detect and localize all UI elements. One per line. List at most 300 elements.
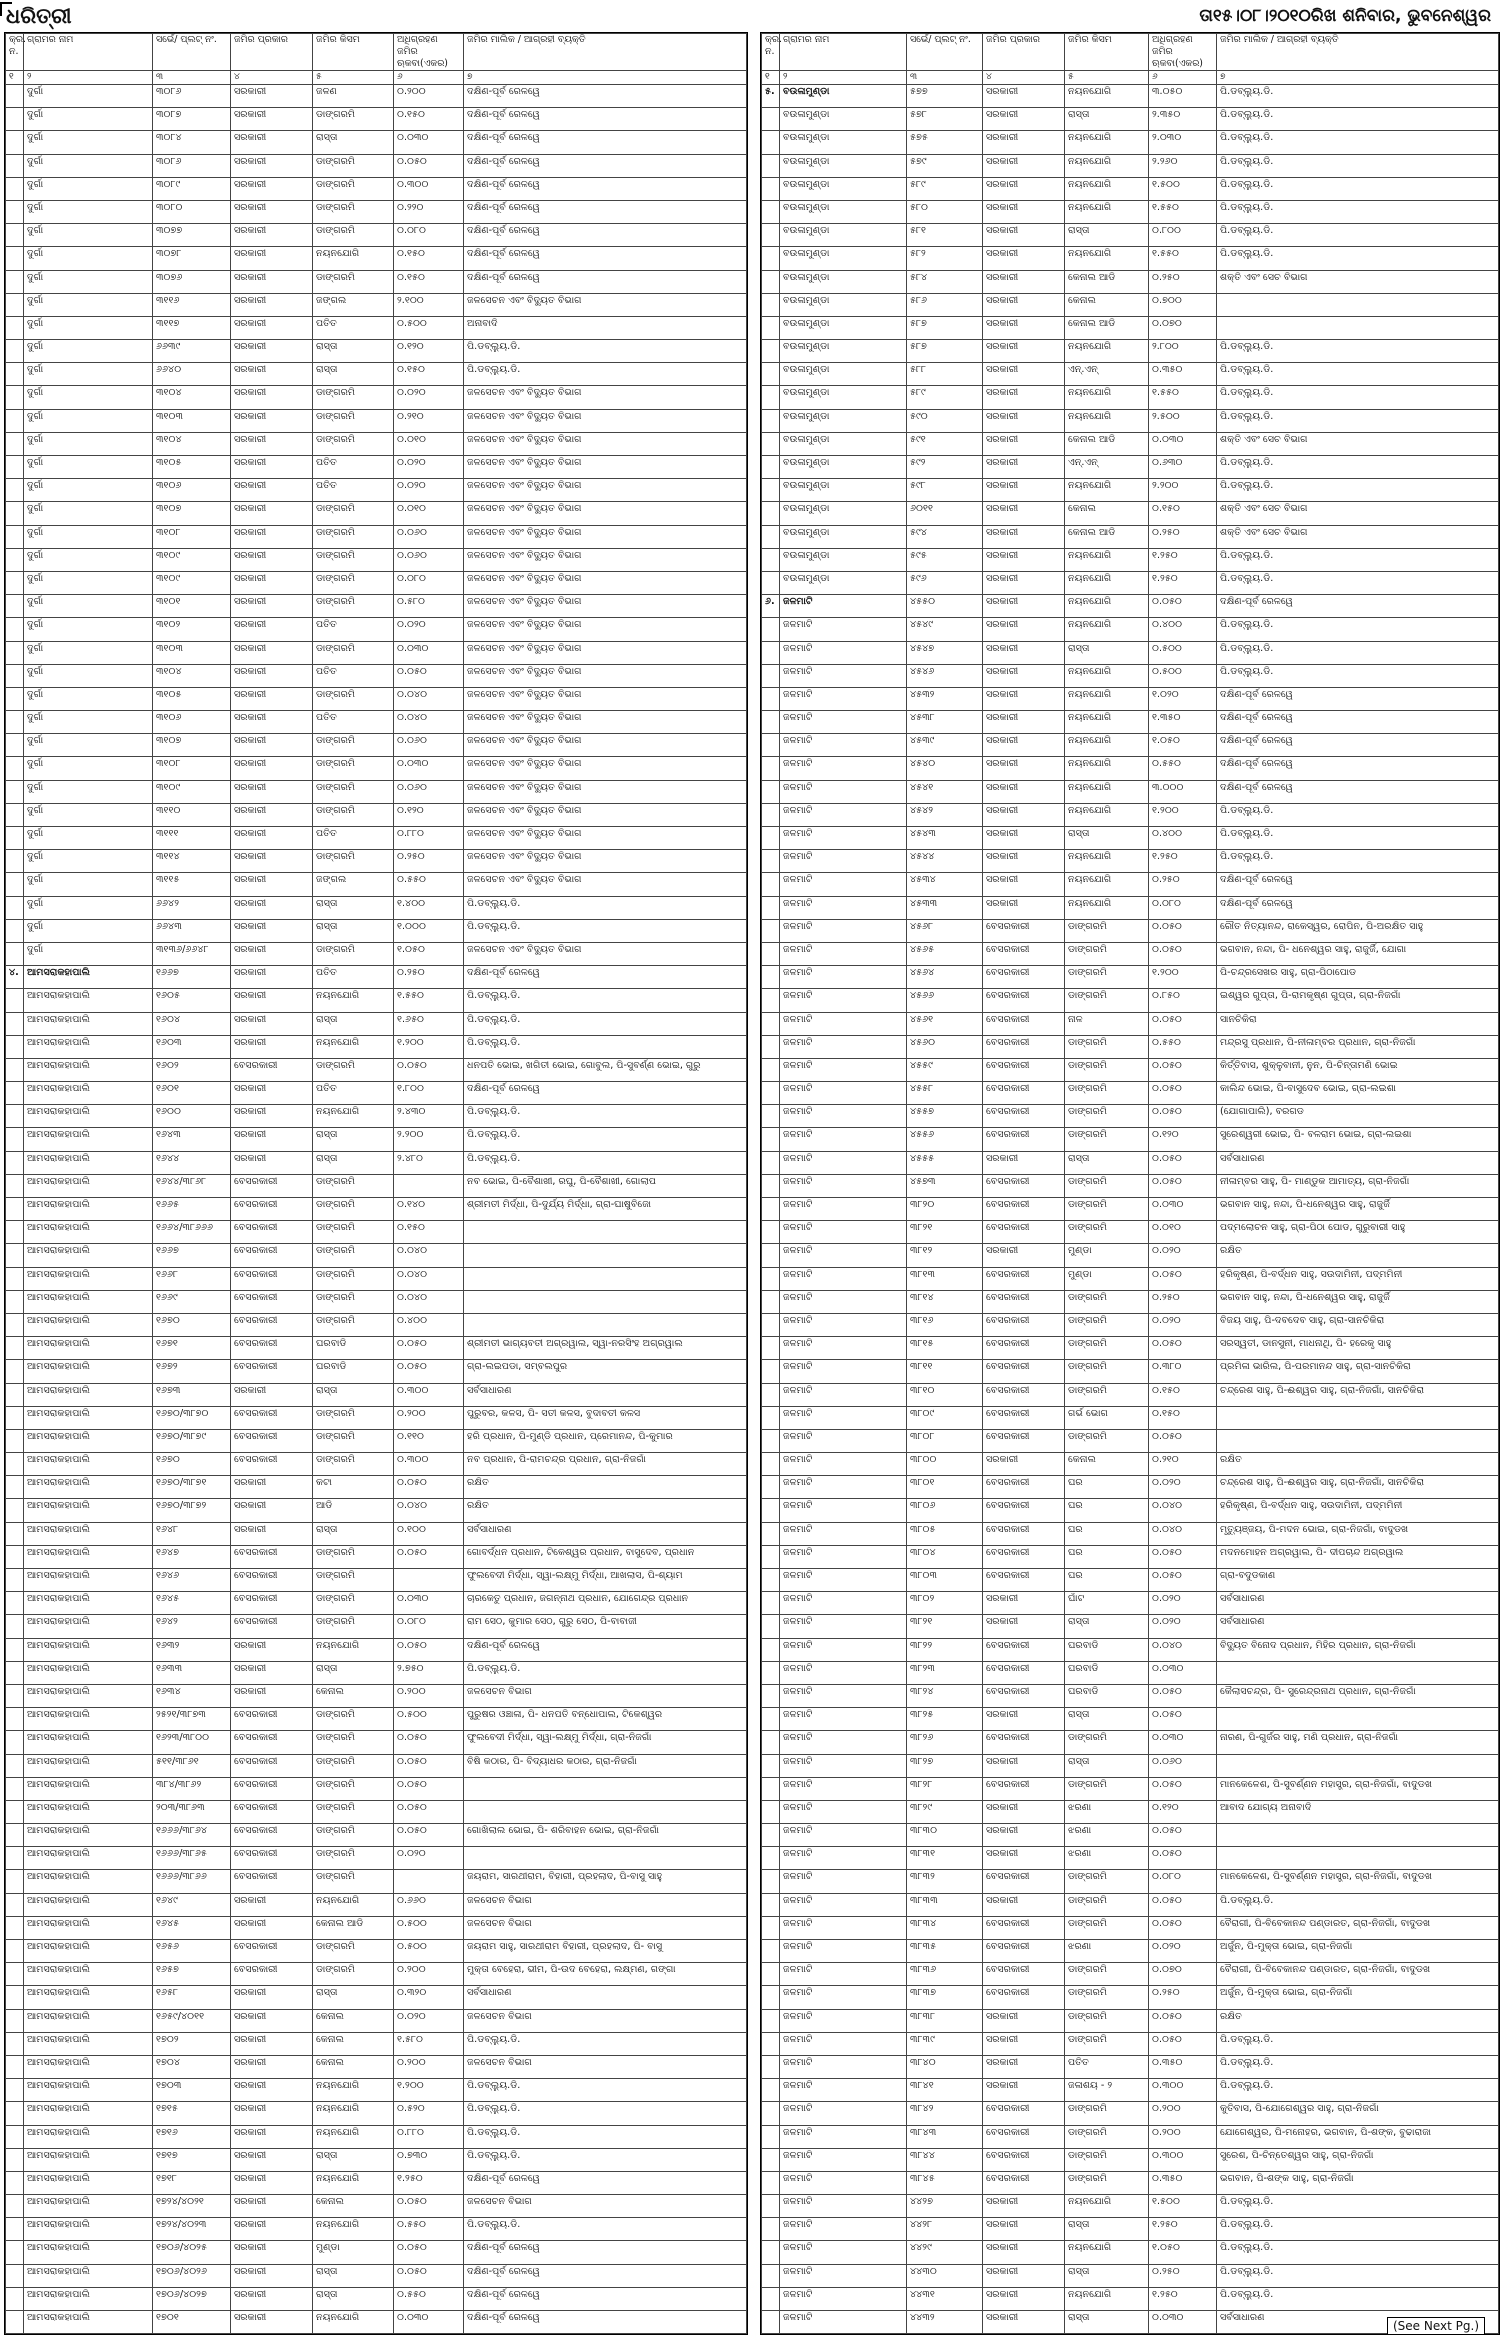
- cell-land-type: ସରକାରୀ: [983, 873, 1065, 896]
- cell-land-type: ସରକାରୀ: [983, 386, 1065, 409]
- cell-land-type: ବେସରକାରୀ: [231, 1592, 313, 1615]
- header-area: ଅଧିଗ୍ରହଣ ଜମିର ଋକବା(ଏକର): [394, 34, 464, 71]
- cell-land-class: ଡାଙ୍ଗରମି: [313, 595, 394, 618]
- cell-land-type: ସରକାରୀ: [231, 2195, 313, 2218]
- cell-land-class: ଡାଙ୍ଗରମି: [313, 1174, 394, 1197]
- cell-land-class: କେନାଲ ଆଡି: [1065, 270, 1149, 293]
- cell-village: ଦୁର୍ଗା: [24, 456, 153, 479]
- cell-village: ଆମସରାକହାପାଲି: [24, 1545, 153, 1568]
- cell-owner: ଭଗବାନ, ପି-ଶଙ୍କ ସାହୁ, ଗ୍ରା-ନିଜଗାଁ: [1217, 2171, 1499, 2194]
- cell-serial: [6, 989, 24, 1012]
- cell-village: ଜଳମାଟି: [780, 1453, 907, 1476]
- cell-serial: [762, 1035, 780, 1058]
- cell-owner: ଜଳସେଚନ ଏବଂ ବିଦ୍ୟୁତ ବିଭାଗ: [464, 432, 747, 455]
- table-row: [6, 757, 747, 780]
- cell-plot-no: ୩୮୨୬: [907, 1731, 983, 1754]
- cell-owner: ପି.ଡବ୍ଲ୍ୟୁ.ଡି.: [1217, 200, 1499, 223]
- cell-serial: [6, 1569, 24, 1592]
- cell-owner: ଦକ୍ଷିଣ-ପୂର୍ବ ରେଳୱେ: [464, 2264, 747, 2287]
- cell-area: ୦.୧୨୦: [1149, 1800, 1217, 1823]
- cell-land-class: ନୟନଯୋଗି: [1065, 85, 1149, 108]
- cell-area: ୧.୦୫୦: [394, 942, 464, 965]
- cell-serial: [6, 1429, 24, 1452]
- cell-village: ଜଳମାଟି: [780, 1569, 907, 1592]
- cell-serial: [6, 850, 24, 873]
- cell-serial: [6, 224, 24, 247]
- cell-land-class: ଘରବାଡି: [313, 1337, 394, 1360]
- cell-area: ୦.୨୦୦: [1149, 2102, 1217, 2125]
- cell-land-class: ରାସ୍ତା: [1065, 641, 1149, 664]
- cell-land-type: ବେସରକାରୀ: [231, 1453, 313, 1476]
- cell-land-type: ସରକାରୀ: [983, 1800, 1065, 1823]
- cell-serial: [762, 224, 780, 247]
- table-row: [762, 1012, 1499, 1035]
- cell-land-type: ସରକାରୀ: [231, 1916, 313, 1939]
- cell-owner: ସର୍ବସାଧାରଣ: [464, 1383, 747, 1406]
- cell-owner: ରୌତ ନିତ୍ୟାନନ୍ଦ, ରାକେସ୍ୱର, ରୋପିନ, ପି-ଅରକ୍ଷିତ ସାହୁ: [1217, 919, 1499, 942]
- cell-owner: ବିଦ୍ୟୁତ ବିନୋଦ ପ୍ରଧାନ, ମିହିର ପ୍ରଧାନ, ଗ୍ରା-ନିଜଗାଁ: [1217, 1638, 1499, 1661]
- cell-land-class: କେନାଲ ଆଡି: [1065, 525, 1149, 548]
- table-row: [762, 1986, 1499, 2009]
- cell-land-type: ସରକାରୀ: [231, 571, 313, 594]
- cell-plot-no: ୩୧୩୬/୬୬୪୮: [153, 942, 231, 965]
- table-row: [762, 757, 1499, 780]
- cell-land-type: ସରକାରୀ: [231, 85, 313, 108]
- table-row: [6, 1244, 747, 1267]
- cell-serial: [762, 2287, 780, 2310]
- cell-plot-no: ୩୦୮୬: [153, 154, 231, 177]
- cell-area: ୦.୦୫୦: [394, 2241, 464, 2264]
- cell-owner: ସରସ୍ୱତୀ, ଡାନସୁନୀ, ମାଧନାଥି, ପି- ହରେକୃ ସାହୁ: [1217, 1337, 1499, 1360]
- cell-serial: [762, 757, 780, 780]
- cell-serial: [6, 2311, 24, 2334]
- cell-land-class: ନୟନଯୋଗି: [313, 2218, 394, 2241]
- cell-land-type: ସରକାରୀ: [231, 1035, 313, 1058]
- cell-serial: [762, 1684, 780, 1707]
- cell-area: ୦.୨୦୦: [1149, 2125, 1217, 2148]
- cell-area: ୦.୧୨୦: [1149, 1128, 1217, 1151]
- cell-land-type: ବେସରକାରୀ: [983, 1174, 1065, 1197]
- cell-land-class: ଡାଙ୍ଗରମି: [313, 1406, 394, 1429]
- cell-plot-no: ୩୦୮୭: [153, 108, 231, 131]
- cell-land-type: ବେସରକାରୀ: [983, 1406, 1065, 1429]
- cell-area: ୦.୦୫୦: [1149, 1174, 1217, 1197]
- cell-village: ଆମସରାକହାପାଲି: [24, 2241, 153, 2264]
- cell-land-class: କଟା: [313, 1476, 394, 1499]
- cell-serial: [6, 2148, 24, 2171]
- cell-village: ଦୁର୍ଗା: [24, 873, 153, 896]
- cell-plot-no: ୫୯୦: [907, 409, 983, 432]
- cell-village: ଆମସରାକହାପାଲି: [24, 1035, 153, 1058]
- cell-land-class: ନୟନଯୋଗି: [1065, 340, 1149, 363]
- cell-owner: ସୁରେଶ୍ୱରୀ ଭୋଇ, ପି- ବଳରାମ ଭୋଇ, ଗ୍ରା-ଲଇଶା: [1217, 1128, 1499, 1151]
- table-row: [6, 1105, 747, 1128]
- cell-serial: [762, 177, 780, 200]
- table-row: [6, 2195, 747, 2218]
- cell-land-type: ସରକାରୀ: [231, 1383, 313, 1406]
- cell-owner: ପି.ଡବ୍ଲ୍ୟୁ.ଡି.: [464, 2218, 747, 2241]
- cell-village: ଦୁର୍ଗା: [24, 270, 153, 293]
- cell-plot-no: ୧୬୬୭: [153, 1244, 231, 1267]
- cell-owner: ଜଳସେଚନ ଏବଂ ବିଦ୍ୟୁତ ବିଭାଗ: [464, 571, 747, 594]
- cell-plot-no: ୩୮୨୯: [907, 1800, 983, 1823]
- cell-owner: ପି.ଡବ୍ଲ୍ୟୁ.ଡି.: [1217, 850, 1499, 873]
- cell-land-type: ସରକାରୀ: [231, 711, 313, 734]
- cell-plot-no: ୪୫୪୦: [907, 757, 983, 780]
- cell-area: ୦.୨୫୦: [1149, 270, 1217, 293]
- cell-serial: [6, 2171, 24, 2194]
- cell-village: ଆମସରାକହାପାଲି: [24, 1731, 153, 1754]
- cell-owner: ଦକ୍ଷିଣ-ପୂର୍ବ ରେଳୱେ: [1217, 873, 1499, 896]
- cell-village: ଜଳମାଟି: [780, 2102, 907, 2125]
- table-row: [762, 108, 1499, 131]
- table-row: [6, 1198, 747, 1221]
- cell-plot-no: ୧୬୦୦: [153, 1105, 231, 1128]
- cell-owner: ସର୍ବସାଧାରଣ: [1217, 1151, 1499, 1174]
- cell-serial: [6, 1105, 24, 1128]
- cell-serial: [762, 2009, 780, 2032]
- cell-land-class: ରାସ୍ତା: [313, 363, 394, 386]
- cell-land-type: ସରକାରୀ: [983, 200, 1065, 223]
- cell-area: ୧.୦୨୦: [1149, 687, 1217, 710]
- cell-serial: [6, 1545, 24, 1568]
- cell-owner: ସୁରେଶ, ପି-ଚିନ୍ତେଶ୍ୱର ସାହୁ, ଗ୍ରା-ନିଜଗାଁ: [1217, 2148, 1499, 2171]
- cell-village: ଜଳମାଟି: [780, 2148, 907, 2171]
- cell-plot-no: ୧୬୬୯: [153, 1290, 231, 1313]
- table-row: [6, 780, 747, 803]
- table-row: [762, 2148, 1499, 2171]
- cell-serial: [6, 1940, 24, 1963]
- table-row: [6, 2032, 747, 2055]
- cell-land-type: ବେସରକାରୀ: [983, 1569, 1065, 1592]
- cell-area: ୦.୧୫୦: [1149, 1383, 1217, 1406]
- cell-area: ୦.୦୬୦: [394, 734, 464, 757]
- cell-village: ଜଳମାଟି: [780, 1800, 907, 1823]
- cell-area: ୦.୦୫୦: [394, 1476, 464, 1499]
- table-row: [762, 896, 1499, 919]
- cell-plot-no: ୧୬୩୩: [153, 1661, 231, 1684]
- table-row: [762, 525, 1499, 548]
- cell-owner: ବୈରାଗୀ, ପି-ବିବେକାନନ୍ଦ ପଣ୍ଡାରତ, ଗ୍ରା-ନିଜଗାଁ, ବାଦୁଡଖ: [1217, 1916, 1499, 1939]
- cell-land-class: ମୁଣ୍ଡା: [1065, 1267, 1149, 1290]
- cell-area: ୦.୨୫୦: [1149, 1290, 1217, 1313]
- cell-owner: ମୁକ୍ତା ବେହେରା, ଭୀମ, ପି-ଉଦ ବେହେରା, ଲକ୍ଷ୍ମଣ, ଗଙ୍ଗା: [464, 1963, 747, 1986]
- cell-owner: ଦକ୍ଷିଣ-ପୂର୍ବ ରେଳୱେ: [464, 2241, 747, 2264]
- cell-area: ୦.୬୬୦: [394, 1893, 464, 1916]
- cell-plot-no: ୩୮୩୮: [907, 2009, 983, 2032]
- cell-serial: [762, 363, 780, 386]
- table-row: [762, 200, 1499, 223]
- cell-area: ୧.୫୫୦: [1149, 386, 1217, 409]
- cell-serial: [6, 1383, 24, 1406]
- cell-land-type: ବେସରକାରୀ: [231, 1615, 313, 1638]
- cell-village: ଜଳମାଟି: [780, 1499, 907, 1522]
- cell-owner: ଦକ୍ଷିଣ-ପୂର୍ବ ରେଳୱେ: [464, 108, 747, 131]
- table-row: [6, 1592, 747, 1615]
- table-row: [6, 1012, 747, 1035]
- table-row: [6, 1453, 747, 1476]
- cell-area: ୨.୪୩୦: [394, 1105, 464, 1128]
- cell-plot-no: ୩୮୨୪: [907, 1684, 983, 1707]
- cell-owner: ପି.ଡବ୍ଲ୍ୟୁ.ଡି.: [464, 896, 747, 919]
- cell-area: ୦.୫୫୦: [1149, 757, 1217, 780]
- cell-village: ଜଳମାଟି: [780, 1986, 907, 2009]
- cell-serial: [6, 1360, 24, 1383]
- cell-land-class: ନୟନଯୋଗି: [313, 1638, 394, 1661]
- cell-area: ୦.୦୫୦: [394, 2195, 464, 2218]
- cell-serial: [6, 2195, 24, 2218]
- cell-owner: ଚାରକେତୁ ପ୍ରଧାନ, ଜଗନ୍ନାଥ ପ୍ରଧାନ, ଯୋଗେନ୍ଦ୍ର ପ୍ରଧାନ: [464, 1592, 747, 1615]
- cell-land-type: ସରକାରୀ: [231, 2148, 313, 2171]
- cell-plot-no: ୫୯୨: [907, 456, 983, 479]
- table-row: [6, 1267, 747, 1290]
- cell-land-type: ସରକାରୀ: [983, 896, 1065, 919]
- cell-owner: ସାନଚିକିରା: [1217, 1012, 1499, 1035]
- cell-land-class: ପତିତ: [313, 966, 394, 989]
- table-row: [6, 873, 747, 896]
- cell-land-class: ଡାଙ୍ଗରମି: [313, 525, 394, 548]
- cell-land-class: ମୁଣ୍ଡା: [313, 2241, 394, 2264]
- cell-plot-no: ୧୬୬୪/୩୮୬୬୬: [153, 1221, 231, 1244]
- cell-serial: [6, 131, 24, 154]
- cell-serial: [6, 1174, 24, 1197]
- cell-land-class: ଡାଙ୍ଗରମି: [313, 571, 394, 594]
- cell-land-class: ନୟନଯୋଗି: [1065, 247, 1149, 270]
- cell-plot-no: ୫୮୯: [907, 386, 983, 409]
- table-row: [6, 1151, 747, 1174]
- table-row: [6, 1986, 747, 2009]
- cell-land-type: ସରକାରୀ: [231, 734, 313, 757]
- table-row: [6, 2055, 747, 2078]
- table-row: [762, 989, 1499, 1012]
- cell-land-class: ଡାଙ୍ଗରମି: [313, 1731, 394, 1754]
- cell-serial: [762, 919, 780, 942]
- table-row: [762, 224, 1499, 247]
- cell-village: ଦୁର୍ଗା: [24, 363, 153, 386]
- cell-land-class: ଘରବାଡି: [1065, 1661, 1149, 1684]
- cell-land-type: ବେସରକାରୀ: [983, 1940, 1065, 1963]
- cell-serial: [762, 386, 780, 409]
- cell-village: ଦୁର୍ଗା: [24, 293, 153, 316]
- cell-land-class: ନୟନଯୋଗି: [1065, 571, 1149, 594]
- cell-land-type: ସରକାରୀ: [983, 1592, 1065, 1615]
- cell-village: ଜଳମାଟି: [780, 1545, 907, 1568]
- cell-land-type: ସରକାରୀ: [231, 1012, 313, 1035]
- column-number: ୫: [313, 71, 394, 85]
- cell-owner: ଜଳସେଚନ ଏବଂ ବିଦ୍ୟୁତ ବିଭାଗ: [464, 618, 747, 641]
- cell-land-class: ଡାଙ୍ଗରମି: [313, 1847, 394, 1870]
- cell-serial: [6, 711, 24, 734]
- cell-land-type: ସରକାରୀ: [231, 363, 313, 386]
- cell-area: ୦.୦୮୦: [394, 1615, 464, 1638]
- header-village: ଗ୍ରାମର ନାମ: [24, 34, 153, 71]
- cell-area: ୦.୦୫୦: [394, 1337, 464, 1360]
- table-row: [762, 2195, 1499, 2218]
- table-row: [762, 687, 1499, 710]
- cell-serial: [762, 2055, 780, 2078]
- cell-plot-no: ୪୫୬୫: [907, 942, 983, 965]
- cell-plot-no: ୩୮୪୪: [907, 2148, 983, 2171]
- cell-land-type: ବେସରକାରୀ: [983, 2171, 1065, 2194]
- cell-plot-no: ୧୬୬୬/୩୮୬୫: [153, 1847, 231, 1870]
- cell-village: ଦୁର୍ଗା: [24, 548, 153, 571]
- cell-serial: [6, 1522, 24, 1545]
- cell-land-class: ନୟନଯୋଗି: [1065, 873, 1149, 896]
- cell-village: ଦୁର୍ଗା: [24, 664, 153, 687]
- cell-land-class: ନୟନଯୋଗି: [1065, 2195, 1149, 2218]
- cell-land-type: ବେସରକାରୀ: [983, 2148, 1065, 2171]
- cell-land-class: ଡାଙ୍ଗରମି: [1065, 1731, 1149, 1754]
- cell-owner: ନବ ଭୋଇ, ପି-ବୈଶାଖୀ, ରଘୁ, ପି-ବୈଶାଖୀ, ଗୋଲାପ: [464, 1174, 747, 1197]
- cell-land-type: ବେସରକାରୀ: [983, 1499, 1065, 1522]
- table-row: [6, 1824, 747, 1847]
- cell-area: [394, 1569, 464, 1592]
- table-row: [6, 2311, 747, 2334]
- table-row: [6, 502, 747, 525]
- cell-serial: [762, 780, 780, 803]
- cell-area: ୦.୦୫୦: [1149, 1151, 1217, 1174]
- table-row: [762, 1429, 1499, 1452]
- cell-owner: [1217, 1406, 1499, 1429]
- cell-plot-no: ୧୬୫୭: [153, 1963, 231, 1986]
- cell-owner: ବୈରାଗୀ, ପି-ବିବେକାନନ୍ଦ ପଣ୍ଡାରତ, ଗ୍ରା-ନିଜଗାଁ, ବାଦୁଡଖ: [1217, 1963, 1499, 1986]
- cell-village: ଆମସରାକହାପାଲି: [24, 1615, 153, 1638]
- cell-village: ଜଳମାଟି: [780, 1012, 907, 1035]
- cell-serial: [6, 2125, 24, 2148]
- cell-serial: [6, 2218, 24, 2241]
- cell-area: ୧.୮୦୦: [394, 1082, 464, 1105]
- cell-land-type: ସରକାରୀ: [231, 873, 313, 896]
- header-serial: କ୍ର. ନ.: [762, 34, 780, 71]
- table-row: [762, 340, 1499, 363]
- table-row: [762, 2055, 1499, 2078]
- cell-owner: ଜଳସେଚନ ବିଭାଗ: [464, 2195, 747, 2218]
- cell-owner: ଦକ୍ଷିଣ-ପୂର୍ବ ରେଳୱେ: [464, 200, 747, 223]
- table-row: [762, 2125, 1499, 2148]
- cell-plot-no: ୩୮୪୫: [907, 2171, 983, 2194]
- cell-land-class: ଡାଙ୍ଗରମି: [313, 850, 394, 873]
- cell-owner: ଦକ୍ଷିଣ-ପୂର୍ବ ରେଳୱେ: [1217, 757, 1499, 780]
- cell-land-type: ସରକାରୀ: [231, 108, 313, 131]
- cell-serial: [6, 154, 24, 177]
- column-number: ୬: [1149, 71, 1217, 85]
- table-row: [762, 1313, 1499, 1336]
- cell-area: ୦.୦୪୦: [394, 711, 464, 734]
- cell-serial: [6, 316, 24, 339]
- cell-land-type: ସରକାରୀ: [231, 827, 313, 850]
- cell-land-type: ସରକାରୀ: [231, 1661, 313, 1684]
- cell-land-class: ଡାଙ୍ଗରମି: [1065, 1337, 1149, 1360]
- cell-land-class: ନୟନଯୋଗି: [1065, 386, 1149, 409]
- header-row: [6, 34, 747, 71]
- cell-land-type: ସରକାରୀ: [983, 571, 1065, 594]
- cell-land-class: ଡାଙ୍ଗରମି: [313, 270, 394, 293]
- cell-area: ୦.୦୨୦: [394, 2009, 464, 2032]
- cell-village: ଜଳମାଟି: [780, 1058, 907, 1081]
- cell-village: ଜଳମାଟି: [780, 1105, 907, 1128]
- cell-area: ୨.୨୦୦: [394, 1128, 464, 1151]
- cell-owner: ପି.ଡବ୍ଲ୍ୟୁ.ଡି.: [1217, 2264, 1499, 2287]
- cell-land-type: ବେସରକାରୀ: [983, 1429, 1065, 1452]
- cell-owner: ସର୍ବସାଧାରଣ: [1217, 1615, 1499, 1638]
- cell-area: ୦.୦୪୦: [1149, 1638, 1217, 1661]
- cell-plot-no: ୧୭୦୨: [153, 2032, 231, 2055]
- cell-owner: ଦକ୍ଷିଣ-ପୂର୍ବ ରେଳୱେ: [464, 2171, 747, 2194]
- cell-owner: ଫୁଲବେଦୀ ମିର୍ଦ୍ଧା, ସ୍ୱା-ଲକ୍ଷ୍ମୁ ମିର୍ଦ୍ଧା, ଗ୍ରା-ନିଜଗାଁ: [464, 1731, 747, 1754]
- table-row: [6, 2125, 747, 2148]
- cell-owner: ମନ୍ଦ୍ରସୁ ପ୍ରଧାନ, ପି-ନୀଳାମ୍ବର ପ୍ରଧାନ, ଗ୍ରା-ନିଜଗାଁ: [1217, 1035, 1499, 1058]
- cell-plot-no: ୫୭୫: [907, 131, 983, 154]
- cell-area: ୦.୦୫୦: [1149, 1429, 1217, 1452]
- cell-village: ଆମସରାକହାପାଲି: [24, 1824, 153, 1847]
- cell-area: ୦.୦୩୦: [1149, 2311, 1217, 2334]
- cell-land-class: ଜଙ୍ଗଲ: [313, 873, 394, 896]
- table-row: [6, 1313, 747, 1336]
- cell-plot-no: ୪୪୩୧: [907, 2287, 983, 2310]
- cell-owner: ପି.ଡବ୍ଲ୍ୟୁ.ଡି.: [1217, 803, 1499, 826]
- cell-area: ୦.୦୫୦: [1149, 1337, 1217, 1360]
- cell-serial: [6, 757, 24, 780]
- cell-village: ଜଳମାଟି: [780, 942, 907, 965]
- cell-plot-no: ୧୭୧୫: [153, 2102, 231, 2125]
- cell-plot-no: ୩୧୧୬: [153, 293, 231, 316]
- cell-owner: ପି.ଡବ୍ଲ୍ୟୁ.ଡି.: [1217, 108, 1499, 131]
- cell-plot-no: ୧୬୬୬/୩୮୬୬: [153, 1870, 231, 1893]
- cell-area: ୦.୪୦୦: [1149, 827, 1217, 850]
- cell-land-type: ସରକାରୀ: [231, 1476, 313, 1499]
- cell-plot-no: ୫୮୦: [907, 200, 983, 223]
- cell-area: ୦.୦୭୦: [1149, 1963, 1217, 1986]
- cell-village: ଆମସରାକହାପାଲି: [24, 1800, 153, 1823]
- cell-land-type: ସରକାରୀ: [983, 664, 1065, 687]
- cell-plot-no: ୩୮୪୧: [907, 2079, 983, 2102]
- cell-area: ୦.୩୫୦: [1149, 2171, 1217, 2194]
- cell-area: ୨.୦୩୦: [1149, 131, 1217, 154]
- table-row: [6, 1708, 747, 1731]
- cell-area: ୦.୧୫୦: [394, 1221, 464, 1244]
- cell-serial: [6, 1267, 24, 1290]
- cell-serial: [762, 966, 780, 989]
- cell-area: ୦.୦୨୦: [1149, 1592, 1217, 1615]
- cell-village: ଜଳମାଟି: [780, 2009, 907, 2032]
- cell-land-class: ଡାଙ୍ଗରମି: [313, 224, 394, 247]
- table-row: [6, 1035, 747, 1058]
- table-row: [762, 1151, 1499, 1174]
- cell-owner: ପି.ଡବ୍ଲ୍ୟୁ.ଡି.: [464, 989, 747, 1012]
- cell-owner: ହରି ପ୍ରଧାନ, ପି-ମୁଣ୍ଡି ପ୍ରଧାନ, ପ୍ରେମାନନ୍ଦ, ପି-କୁମାର: [464, 1429, 747, 1452]
- cell-area: ୦.୨୦୦: [394, 85, 464, 108]
- cell-village: ଜଳମାଟି: [780, 2311, 907, 2334]
- cell-land-type: ସରକାରୀ: [231, 432, 313, 455]
- cell-village: ଆମସରାକହାପାଲି: [24, 2055, 153, 2078]
- cell-land-class: ଡାଙ୍ଗରମି: [1065, 1105, 1149, 1128]
- table-row: [6, 177, 747, 200]
- cell-plot-no: ୩୧୦୨: [153, 618, 231, 641]
- cell-plot-no: ୩୮୪୦: [907, 2055, 983, 2078]
- cell-village: ଆମସରାକହାପାଲି: [24, 2287, 153, 2310]
- cell-area: ୦.୫୦୦: [394, 1940, 464, 1963]
- cell-area: ୦.୩୦୦: [1149, 2148, 1217, 2171]
- cell-plot-no: ୧୬୩୪: [153, 1684, 231, 1707]
- cell-land-type: ସରକାରୀ: [231, 664, 313, 687]
- cell-serial: [762, 2218, 780, 2241]
- cell-village: ଦୁର୍ଗା: [24, 942, 153, 965]
- cell-owner: ପି.ଡବ୍ଲ୍ୟୁ.ଡି.: [464, 1012, 747, 1035]
- cell-land-type: ସରକାରୀ: [983, 734, 1065, 757]
- cell-village: ବଉଳାମୁଣ୍ଡା: [780, 409, 907, 432]
- cell-village: ଜଳମାଟି: [780, 2079, 907, 2102]
- table-row: [762, 2287, 1499, 2310]
